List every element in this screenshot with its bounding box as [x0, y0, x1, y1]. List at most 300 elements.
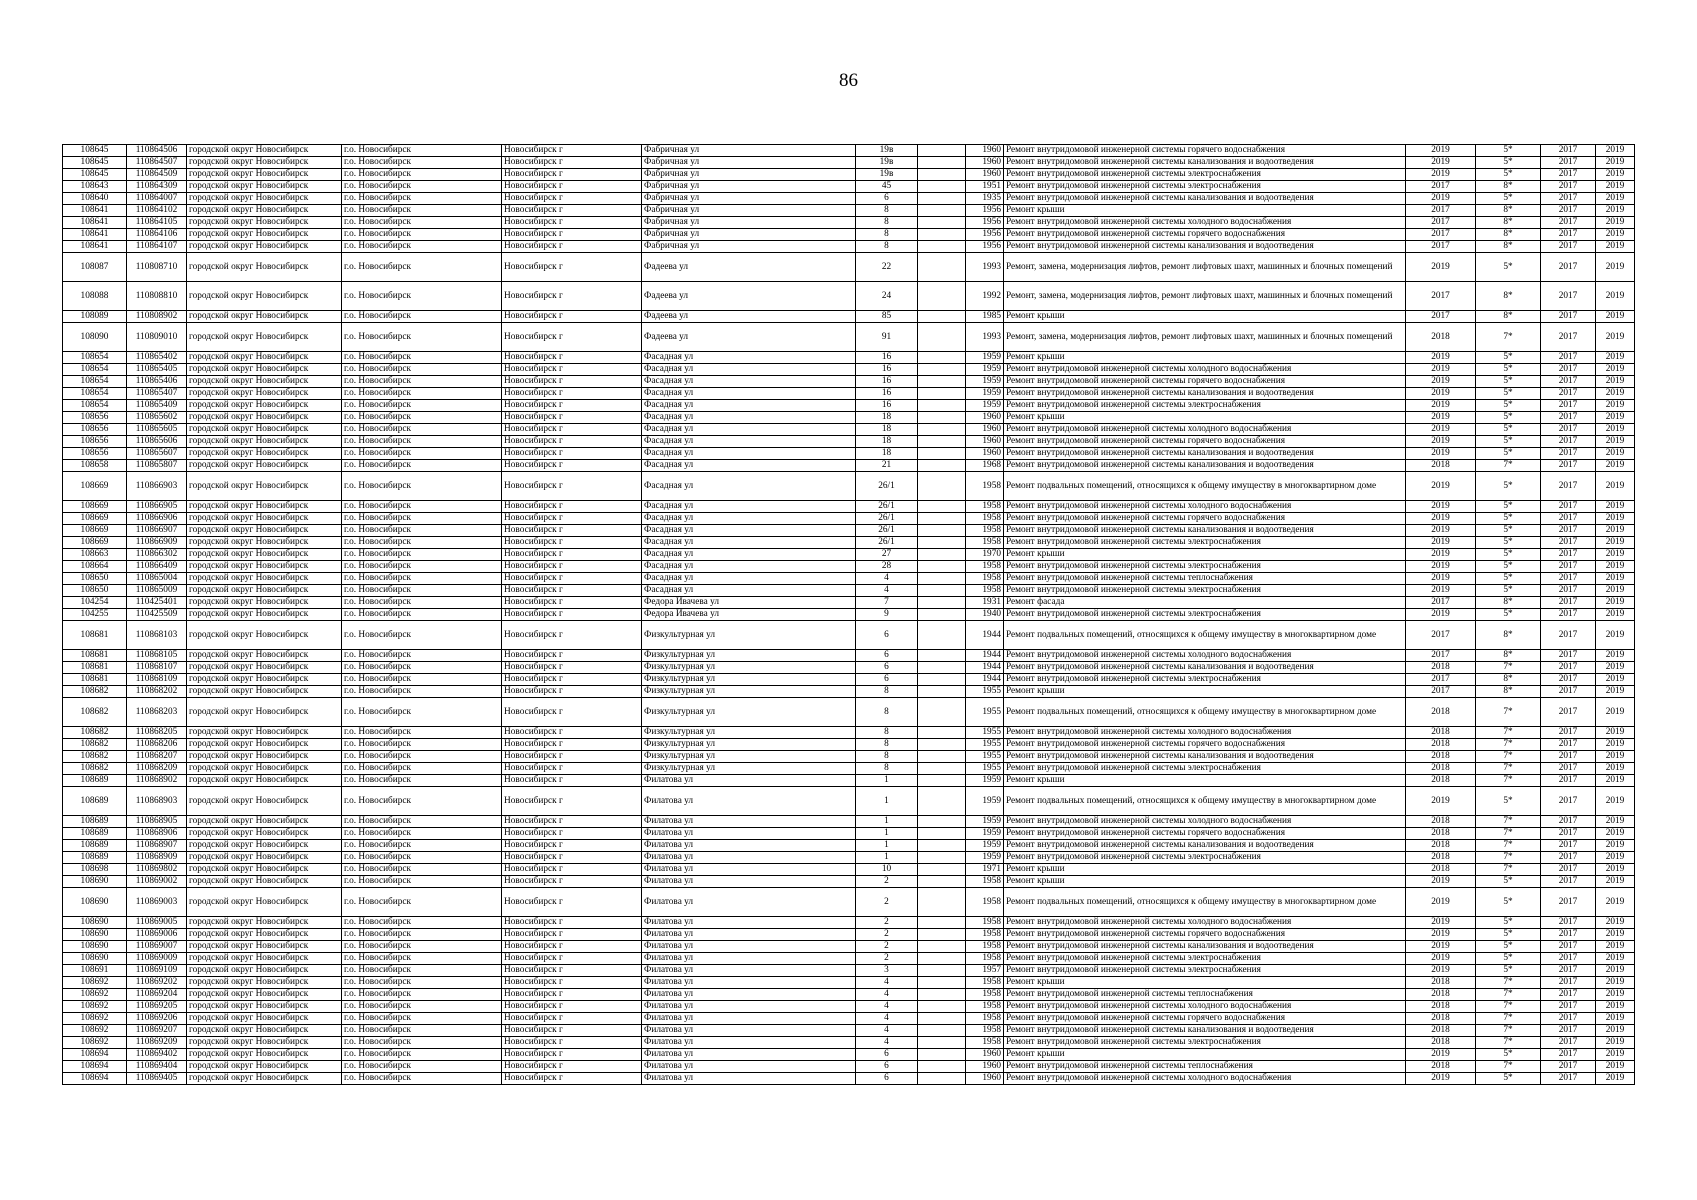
municipality-cell: городской округ Новосибирск [187, 181, 342, 193]
work-year-cell: 2018 [1406, 816, 1476, 828]
construction-year-cell: 1958 [966, 1025, 1004, 1037]
construction-year-cell: 1958 [966, 513, 1004, 525]
element-code-cell: 110866903 [127, 472, 187, 501]
work-type-cell: Ремонт, замена, модернизация лифтов, ремонт лифтовых шахт, машинных и блочных помещений [1004, 253, 1406, 282]
element-code-cell: 110864507 [127, 157, 187, 169]
period-end-cell: 2019 [1596, 537, 1635, 549]
period-end-cell: 2019 [1596, 352, 1635, 364]
work-type-cell: Ремонт внутридомовой инженерной системы горячего водоснабжения [1004, 929, 1406, 941]
urban-district-cell: г.о. Новосибирск [342, 537, 502, 549]
period-end-cell: 2019 [1596, 412, 1635, 424]
settlement-cell: Новосибирск г [502, 1001, 642, 1013]
table-row [63, 840, 1635, 852]
urban-district-cell: г.о. Новосибирск [342, 311, 502, 323]
table-row [63, 282, 1635, 311]
house-number-cell: 85 [856, 311, 918, 323]
period-start-cell: 2017 [1541, 662, 1596, 674]
settlement-cell: Новосибирск г [502, 698, 642, 727]
settlement-cell: Новосибирск г [502, 787, 642, 816]
urban-district-cell: г.о. Новосибирск [342, 686, 502, 698]
work-year-cell: 2019 [1406, 609, 1476, 621]
house-id-cell: 108645 [63, 145, 127, 157]
urban-district-cell: г.о. Новосибирск [342, 229, 502, 241]
rate-cell: 8* [1476, 621, 1541, 650]
house-number-cell: 16 [856, 364, 918, 376]
work-year-cell: 2019 [1406, 965, 1476, 977]
rate-cell: 5* [1476, 400, 1541, 412]
house-id-cell: 108656 [63, 412, 127, 424]
element-code-cell: 110868207 [127, 751, 187, 763]
street-cell: Фабричная ул [642, 157, 856, 169]
municipality-cell: городской округ Новосибирск [187, 157, 342, 169]
municipality-cell: городской округ Новосибирск [187, 650, 342, 662]
municipality-cell: городской округ Новосибирск [187, 193, 342, 205]
element-code-cell: 110865602 [127, 412, 187, 424]
work-year-cell: 2019 [1406, 400, 1476, 412]
building-cell [918, 1073, 966, 1085]
period-end-cell: 2019 [1596, 229, 1635, 241]
building-cell [918, 864, 966, 876]
street-cell: Физкультурная ул [642, 686, 856, 698]
construction-year-cell: 1958 [966, 953, 1004, 965]
settlement-cell: Новосибирск г [502, 1013, 642, 1025]
urban-district-cell: г.о. Новосибирск [342, 965, 502, 977]
street-cell: Фадеева ул [642, 323, 856, 352]
street-cell: Филатова ул [642, 1013, 856, 1025]
work-type-cell: Ремонт внутридомовой инженерной системы холодного водоснабжения [1004, 727, 1406, 739]
work-type-cell: Ремонт внутридомовой инженерной системы горячего водоснабжения [1004, 229, 1406, 241]
street-cell: Физкультурная ул [642, 763, 856, 775]
street-cell: Фасадная ул [642, 460, 856, 472]
building-cell [918, 205, 966, 217]
settlement-cell: Новосибирск г [502, 412, 642, 424]
urban-district-cell: г.о. Новосибирск [342, 585, 502, 597]
work-year-cell: 2019 [1406, 953, 1476, 965]
work-year-cell: 2019 [1406, 193, 1476, 205]
construction-year-cell: 1971 [966, 864, 1004, 876]
work-type-cell: Ремонт внутридомовой инженерной системы электроснабжения [1004, 181, 1406, 193]
municipality-cell: городской округ Новосибирск [187, 145, 342, 157]
municipality-cell: городской округ Новосибирск [187, 953, 342, 965]
building-cell [918, 852, 966, 864]
building-cell [918, 650, 966, 662]
period-end-cell: 2019 [1596, 181, 1635, 193]
house-id-cell: 108641 [63, 217, 127, 229]
period-start-cell: 2017 [1541, 205, 1596, 217]
urban-district-cell: г.о. Новосибирск [342, 145, 502, 157]
street-cell: Фасадная ул [642, 501, 856, 513]
urban-district-cell: г.о. Новосибирск [342, 364, 502, 376]
building-cell [918, 513, 966, 525]
construction-year-cell: 1959 [966, 364, 1004, 376]
municipality-cell: городской округ Новосибирск [187, 323, 342, 352]
settlement-cell: Новосибирск г [502, 460, 642, 472]
settlement-cell: Новосибирск г [502, 352, 642, 364]
work-year-cell: 2019 [1406, 549, 1476, 561]
period-end-cell: 2019 [1596, 388, 1635, 400]
street-cell: Физкультурная ул [642, 621, 856, 650]
house-id-cell: 108682 [63, 763, 127, 775]
building-cell [918, 537, 966, 549]
house-id-cell: 108654 [63, 388, 127, 400]
rate-cell: 8* [1476, 311, 1541, 323]
house-number-cell: 1 [856, 787, 918, 816]
construction-year-cell: 1959 [966, 388, 1004, 400]
urban-district-cell: г.о. Новосибирск [342, 876, 502, 888]
rate-cell: 8* [1476, 241, 1541, 253]
street-cell: Физкультурная ул [642, 698, 856, 727]
street-cell: Филатова ул [642, 852, 856, 864]
street-cell: Фасадная ул [642, 376, 856, 388]
municipality-cell: городской округ Новосибирск [187, 775, 342, 787]
house-id-cell: 108690 [63, 953, 127, 965]
house-number-cell: 8 [856, 763, 918, 775]
house-number-cell: 2 [856, 941, 918, 953]
construction-year-cell: 1940 [966, 609, 1004, 621]
house-number-cell: 6 [856, 193, 918, 205]
construction-year-cell: 1958 [966, 876, 1004, 888]
period-end-cell: 2019 [1596, 585, 1635, 597]
construction-year-cell: 1944 [966, 674, 1004, 686]
house-number-cell: 4 [856, 989, 918, 1001]
house-number-cell: 3 [856, 965, 918, 977]
period-start-cell: 2017 [1541, 941, 1596, 953]
work-type-cell: Ремонт крыши [1004, 352, 1406, 364]
street-cell: Фасадная ул [642, 400, 856, 412]
building-cell [918, 965, 966, 977]
element-code-cell: 110869405 [127, 1073, 187, 1085]
urban-district-cell: г.о. Новосибирск [342, 1073, 502, 1085]
building-cell [918, 662, 966, 674]
period-end-cell: 2019 [1596, 662, 1635, 674]
element-code-cell: 110869205 [127, 1001, 187, 1013]
period-start-cell: 2017 [1541, 573, 1596, 585]
period-end-cell: 2019 [1596, 193, 1635, 205]
element-code-cell: 110868109 [127, 674, 187, 686]
period-end-cell: 2019 [1596, 311, 1635, 323]
work-year-cell: 2017 [1406, 217, 1476, 229]
work-year-cell: 2019 [1406, 525, 1476, 537]
house-number-cell: 2 [856, 917, 918, 929]
urban-district-cell: г.о. Новосибирск [342, 412, 502, 424]
construction-year-cell: 1958 [966, 472, 1004, 501]
period-start-cell: 2017 [1541, 674, 1596, 686]
municipality-cell: городской округ Новосибирск [187, 739, 342, 751]
construction-year-cell: 1955 [966, 763, 1004, 775]
table-row [63, 549, 1635, 561]
construction-year-cell: 1959 [966, 852, 1004, 864]
house-number-cell: 26/1 [856, 537, 918, 549]
element-code-cell: 110866409 [127, 561, 187, 573]
street-cell: Фадеева ул [642, 282, 856, 311]
element-code-cell: 110869003 [127, 888, 187, 917]
period-end-cell: 2019 [1596, 472, 1635, 501]
table-row [63, 311, 1635, 323]
period-end-cell: 2019 [1596, 686, 1635, 698]
table-row [63, 977, 1635, 989]
work-year-cell: 2019 [1406, 888, 1476, 917]
work-year-cell: 2018 [1406, 1025, 1476, 1037]
element-code-cell: 110865606 [127, 436, 187, 448]
street-cell: Филатова ул [642, 1073, 856, 1085]
house-id-cell: 108681 [63, 621, 127, 650]
work-type-cell: Ремонт внутридомовой инженерной системы холодного водоснабжения [1004, 650, 1406, 662]
house-number-cell: 8 [856, 727, 918, 739]
settlement-cell: Новосибирск г [502, 525, 642, 537]
rate-cell: 5* [1476, 436, 1541, 448]
construction-year-cell: 1958 [966, 977, 1004, 989]
period-start-cell: 2017 [1541, 840, 1596, 852]
period-start-cell: 2017 [1541, 400, 1596, 412]
house-id-cell: 108681 [63, 650, 127, 662]
element-code-cell: 110868105 [127, 650, 187, 662]
work-type-cell: Ремонт внутридомовой инженерной системы холодного водоснабжения [1004, 917, 1406, 929]
work-type-cell: Ремонт подвальных помещений, относящихся к общему имуществу в многоквартирном доме [1004, 787, 1406, 816]
work-type-cell: Ремонт внутридомовой инженерной системы теплоснабжения [1004, 1061, 1406, 1073]
street-cell: Фасадная ул [642, 352, 856, 364]
house-number-cell: 21 [856, 460, 918, 472]
municipality-cell: городской округ Новосибирск [187, 1025, 342, 1037]
municipality-cell: городской округ Новосибирск [187, 751, 342, 763]
house-number-cell: 16 [856, 376, 918, 388]
period-start-cell: 2017 [1541, 876, 1596, 888]
settlement-cell: Новосибирск г [502, 609, 642, 621]
work-type-cell: Ремонт внутридомовой инженерной системы электроснабжения [1004, 537, 1406, 549]
work-year-cell: 2019 [1406, 561, 1476, 573]
element-code-cell: 110866906 [127, 513, 187, 525]
table-row [63, 253, 1635, 282]
element-code-cell: 110868203 [127, 698, 187, 727]
house-number-cell: 8 [856, 241, 918, 253]
rate-cell: 5* [1476, 448, 1541, 460]
period-start-cell: 2017 [1541, 323, 1596, 352]
period-end-cell: 2019 [1596, 888, 1635, 917]
street-cell: Филатова ул [642, 876, 856, 888]
house-number-cell: 8 [856, 229, 918, 241]
settlement-cell: Новосибирск г [502, 448, 642, 460]
urban-district-cell: г.о. Новосибирск [342, 1001, 502, 1013]
building-cell [918, 424, 966, 436]
work-type-cell: Ремонт крыши [1004, 864, 1406, 876]
rate-cell: 8* [1476, 205, 1541, 217]
period-start-cell: 2017 [1541, 1013, 1596, 1025]
settlement-cell: Новосибирск г [502, 472, 642, 501]
house-number-cell: 91 [856, 323, 918, 352]
street-cell: Фабричная ул [642, 169, 856, 181]
house-id-cell: 108689 [63, 840, 127, 852]
period-start-cell: 2017 [1541, 157, 1596, 169]
work-year-cell: 2019 [1406, 436, 1476, 448]
urban-district-cell: г.о. Новосибирск [342, 217, 502, 229]
building-cell [918, 686, 966, 698]
period-end-cell: 2019 [1596, 674, 1635, 686]
period-start-cell: 2017 [1541, 852, 1596, 864]
table-row [63, 1061, 1635, 1073]
house-id-cell: 108090 [63, 323, 127, 352]
house-id-cell: 108654 [63, 376, 127, 388]
period-start-cell: 2017 [1541, 472, 1596, 501]
rate-cell: 5* [1476, 1073, 1541, 1085]
building-cell [918, 501, 966, 513]
urban-district-cell: г.о. Новосибирск [342, 864, 502, 876]
street-cell: Физкультурная ул [642, 674, 856, 686]
building-cell [918, 787, 966, 816]
rate-cell: 5* [1476, 609, 1541, 621]
period-start-cell: 2017 [1541, 436, 1596, 448]
street-cell: Филатова ул [642, 864, 856, 876]
urban-district-cell: г.о. Новосибирск [342, 739, 502, 751]
work-type-cell: Ремонт внутридомовой инженерной системы холодного водоснабжения [1004, 364, 1406, 376]
house-id-cell: 108669 [63, 472, 127, 501]
building-cell [918, 1049, 966, 1061]
period-start-cell: 2017 [1541, 311, 1596, 323]
period-start-cell: 2017 [1541, 864, 1596, 876]
municipality-cell: городской округ Новосибирск [187, 352, 342, 364]
rate-cell: 8* [1476, 597, 1541, 609]
work-year-cell: 2018 [1406, 775, 1476, 787]
element-code-cell: 110809010 [127, 323, 187, 352]
street-cell: Физкультурная ул [642, 650, 856, 662]
rate-cell: 5* [1476, 145, 1541, 157]
house-id-cell: 108692 [63, 1001, 127, 1013]
building-cell [918, 157, 966, 169]
street-cell: Фабричная ул [642, 181, 856, 193]
settlement-cell: Новосибирск г [502, 436, 642, 448]
rate-cell: 7* [1476, 1001, 1541, 1013]
rate-cell: 5* [1476, 573, 1541, 585]
house-id-cell: 108650 [63, 573, 127, 585]
construction-year-cell: 1957 [966, 965, 1004, 977]
rate-cell: 7* [1476, 828, 1541, 840]
table-row [63, 816, 1635, 828]
table-row [63, 751, 1635, 763]
settlement-cell: Новосибирск г [502, 888, 642, 917]
building-cell [918, 352, 966, 364]
house-number-cell: 26/1 [856, 525, 918, 537]
period-end-cell: 2019 [1596, 775, 1635, 787]
period-end-cell: 2019 [1596, 573, 1635, 585]
settlement-cell: Новосибирск г [502, 864, 642, 876]
period-start-cell: 2017 [1541, 775, 1596, 787]
period-end-cell: 2019 [1596, 852, 1635, 864]
street-cell: Филатова ул [642, 816, 856, 828]
table-row [63, 513, 1635, 525]
period-end-cell: 2019 [1596, 145, 1635, 157]
building-cell [918, 217, 966, 229]
work-year-cell: 2018 [1406, 840, 1476, 852]
period-start-cell: 2017 [1541, 621, 1596, 650]
element-code-cell: 110864106 [127, 229, 187, 241]
period-end-cell: 2019 [1596, 828, 1635, 840]
building-cell [918, 840, 966, 852]
municipality-cell: городской округ Новосибирск [187, 888, 342, 917]
table-row [63, 537, 1635, 549]
settlement-cell: Новосибирск г [502, 674, 642, 686]
house-number-cell: 1 [856, 840, 918, 852]
work-year-cell: 2018 [1406, 698, 1476, 727]
period-end-cell: 2019 [1596, 876, 1635, 888]
table-row [63, 364, 1635, 376]
rate-cell: 5* [1476, 169, 1541, 181]
house-number-cell: 8 [856, 205, 918, 217]
work-type-cell: Ремонт внутридомовой инженерной системы канализования и водоотведения [1004, 448, 1406, 460]
work-year-cell: 2019 [1406, 157, 1476, 169]
construction-year-cell: 1959 [966, 352, 1004, 364]
urban-district-cell: г.о. Новосибирск [342, 953, 502, 965]
house-number-cell: 7 [856, 597, 918, 609]
rate-cell: 5* [1476, 537, 1541, 549]
table-row [63, 662, 1635, 674]
construction-year-cell: 1958 [966, 561, 1004, 573]
building-cell [918, 436, 966, 448]
building-cell [918, 609, 966, 621]
period-start-cell: 2017 [1541, 282, 1596, 311]
house-id-cell: 108694 [63, 1049, 127, 1061]
rate-cell: 5* [1476, 352, 1541, 364]
house-number-cell: 4 [856, 1001, 918, 1013]
period-start-cell: 2017 [1541, 650, 1596, 662]
municipality-cell: городской округ Новосибирск [187, 537, 342, 549]
settlement-cell: Новосибирск г [502, 205, 642, 217]
municipality-cell: городской округ Новосибирск [187, 412, 342, 424]
rate-cell: 8* [1476, 282, 1541, 311]
street-cell: Филатова ул [642, 1049, 856, 1061]
house-id-cell: 108682 [63, 686, 127, 698]
municipality-cell: городской округ Новосибирск [187, 388, 342, 400]
work-type-cell: Ремонт внутридомовой инженерной системы канализования и водоотведения [1004, 751, 1406, 763]
construction-year-cell: 1960 [966, 145, 1004, 157]
work-year-cell: 2019 [1406, 352, 1476, 364]
rate-cell: 7* [1476, 775, 1541, 787]
period-start-cell: 2017 [1541, 698, 1596, 727]
house-number-cell: 26/1 [856, 472, 918, 501]
period-end-cell: 2019 [1596, 525, 1635, 537]
period-start-cell: 2017 [1541, 977, 1596, 989]
work-type-cell: Ремонт внутридомовой инженерной системы канализования и водоотведения [1004, 388, 1406, 400]
work-year-cell: 2018 [1406, 323, 1476, 352]
work-type-cell: Ремонт внутридомовой инженерной системы канализования и водоотведения [1004, 241, 1406, 253]
house-id-cell: 108682 [63, 698, 127, 727]
element-code-cell: 110866905 [127, 501, 187, 513]
street-cell: Фасадная ул [642, 472, 856, 501]
work-type-cell: Ремонт подвальных помещений, относящихся к общему имуществу в многоквартирном доме [1004, 888, 1406, 917]
house-id-cell: 108692 [63, 989, 127, 1001]
period-end-cell: 2019 [1596, 650, 1635, 662]
house-number-cell: 6 [856, 674, 918, 686]
period-start-cell: 2017 [1541, 448, 1596, 460]
settlement-cell: Новосибирск г [502, 253, 642, 282]
rate-cell: 8* [1476, 650, 1541, 662]
building-cell [918, 376, 966, 388]
urban-district-cell: г.о. Новосибирск [342, 424, 502, 436]
element-code-cell: 110865004 [127, 573, 187, 585]
house-number-cell: 45 [856, 181, 918, 193]
house-id-cell: 108669 [63, 525, 127, 537]
period-end-cell: 2019 [1596, 840, 1635, 852]
element-code-cell: 110869109 [127, 965, 187, 977]
building-cell [918, 549, 966, 561]
period-end-cell: 2019 [1596, 929, 1635, 941]
work-year-cell: 2019 [1406, 376, 1476, 388]
settlement-cell: Новосибирск г [502, 501, 642, 513]
rate-cell: 7* [1476, 989, 1541, 1001]
municipality-cell: городской округ Новосибирск [187, 282, 342, 311]
period-start-cell: 2017 [1541, 501, 1596, 513]
house-id-cell: 108689 [63, 828, 127, 840]
table-row [63, 787, 1635, 816]
house-number-cell: 26/1 [856, 513, 918, 525]
urban-district-cell: г.о. Новосибирск [342, 929, 502, 941]
